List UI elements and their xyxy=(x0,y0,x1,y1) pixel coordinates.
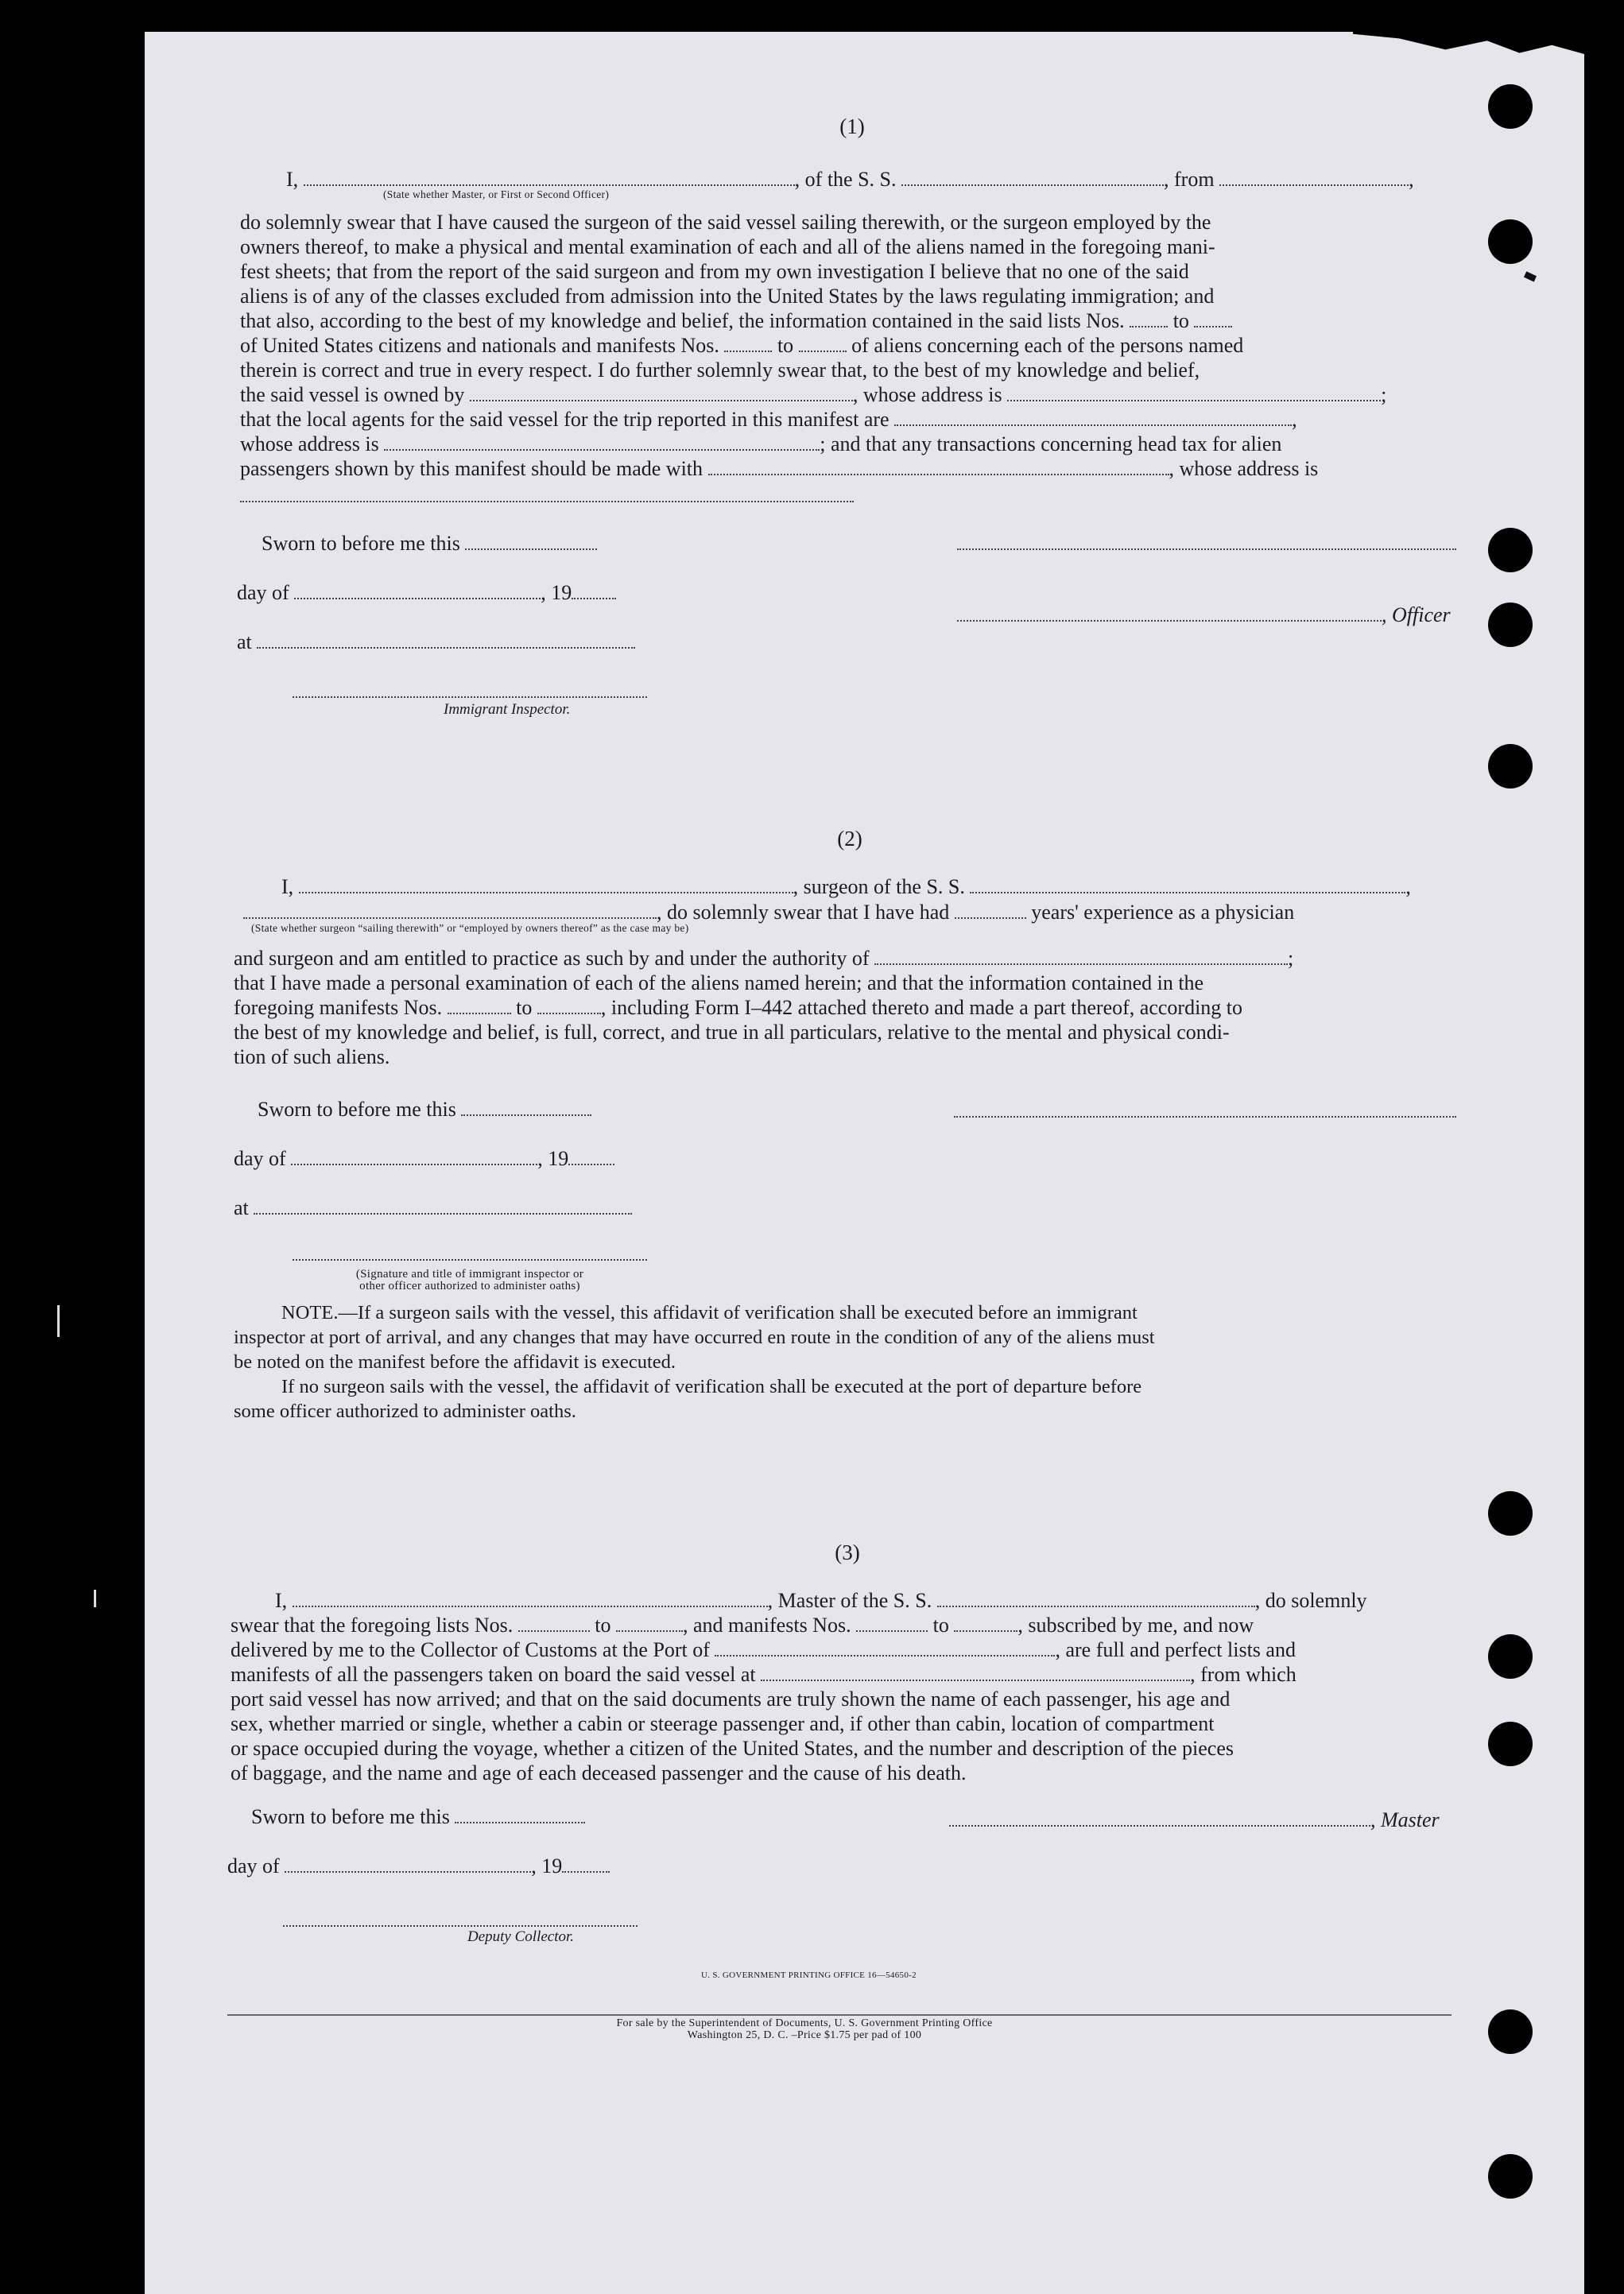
note-paragraph: NOTE.—If a surgeon sails with the vessel, this affidavit of verification shall be executed before an immigrant inspector at port of arrival, and any changes that may have occurred en route in the condition of any of the aliens must be noted on the manifest before the affidavit is executed. If no surgeon sails with the vessel, the affidavit of verification shall be executed at the port of departure before some officer authorized to administer oaths. xyxy=(234,1302,1155,1422)
at-1: at xyxy=(237,630,635,654)
sale-notice: For sale by the Superintendent of Documents, U. S. Government Printing Office Washington 25, D. C. –Price $1.75 per pad of 100 xyxy=(616,2017,993,2041)
section-2-number: (2) xyxy=(837,827,862,851)
section-1-line-1: I, , of the S. S. , from , xyxy=(286,168,1414,191)
surgeon-caption: (State whether surgeon “sailing therewith” or “employed by owners thereof” as the case may be) xyxy=(251,922,689,934)
printing-office-imprint: U. S. GOVERNMENT PRINTING OFFICE 16—54650-2 xyxy=(701,1970,917,1980)
at-2: at xyxy=(234,1195,632,1220)
owned-by-line: the said vessel is owned by , whose address is ; xyxy=(240,383,1387,406)
torn-corner xyxy=(1353,32,1584,54)
punch-hole xyxy=(1488,1722,1533,1766)
section-3-number: (3) xyxy=(835,1540,860,1564)
section-2-line-2: , do solemnly swear that I have had years' experience as a physician xyxy=(243,900,1294,924)
punch-hole xyxy=(1488,528,1533,572)
address-blank xyxy=(240,499,854,502)
local-agents-line: that the local agents for the said vessel for the trip reported in this manifest are , xyxy=(240,408,1297,431)
sworn-2: Sworn to before me this xyxy=(258,1097,591,1122)
punch-hole xyxy=(1488,2009,1533,2054)
punch-hole xyxy=(1488,603,1533,647)
manifests-all-line: manifests of all the passengers taken on board the said vessel at , from which xyxy=(231,1663,1296,1686)
authority-line: and surgeon and am entitled to practice as such by and under the authority of ; xyxy=(234,947,1294,970)
officer-signature: , Officer xyxy=(957,603,1451,627)
inspector-signature-line xyxy=(293,695,647,698)
master-signature: , Master xyxy=(949,1808,1440,1832)
address-line: whose address is ; and that any transactions concerning head tax for alien xyxy=(240,432,1282,455)
day-of-3: day of , 19 xyxy=(227,1854,610,1878)
deputy-signature-line xyxy=(283,1924,638,1927)
correct-line: therein is correct and true in every respect. I do further solemnly swear that, to the best of my knowledge and belief, xyxy=(240,358,1200,382)
master-caption: (State whether Master, or First or Second Officer) xyxy=(383,188,610,200)
administer-signature-line xyxy=(293,1257,647,1261)
punch-hole xyxy=(1488,1634,1533,1679)
delivered-line: delivered by me to the Collector of Customs at the Port of , are full and perfect lists and xyxy=(231,1638,1296,1661)
lists-line: that also, according to the best of my knowledge and belief, the information contained in the said lists Nos. to xyxy=(240,308,1232,333)
scan-speck xyxy=(94,1590,96,1607)
section-3-line-1: I, , Master of the S. S. , do solemnly xyxy=(275,1589,1367,1612)
passengers-line: passengers shown by this manifest should be made with , whose address is xyxy=(240,457,1319,480)
punch-hole xyxy=(1488,744,1533,789)
punch-hole xyxy=(1488,2154,1533,2199)
section-3-paragraph: port said vessel has now arrived; and that on the said documents are truly shown the name of each passenger, his age and sex, whether married or single, whether a cabin or steerage passenger and, if other than cabin, location of compartment or space occupied during the voyage, whether a citizen of the United States, and the number and description of the pieces of baggage, and the name and age of each deceased passenger and the cause of his death. xyxy=(231,1688,1234,1784)
day-of-2: day of , 19 xyxy=(234,1146,614,1171)
form-page xyxy=(145,32,1584,2294)
punch-hole xyxy=(1488,84,1533,129)
scan-speck xyxy=(1524,271,1537,281)
punch-hole xyxy=(1488,219,1533,264)
manifests-2-line: foregoing manifests Nos. to , including Form I–442 attached thereto and made a part thereof, according to xyxy=(234,996,1243,1019)
exam-line: that I have made a personal examination of each of the aliens named herein; and that the information contained in the xyxy=(234,971,1204,994)
footer-rule xyxy=(227,2014,1452,2016)
immigrant-inspector-caption: Immigrant Inspector. xyxy=(444,701,571,718)
manifests-line: of United States citizens and nationals and manifests Nos. to of aliens concerning each of the persons named xyxy=(240,334,1244,357)
deputy-collector-caption: Deputy Collector. xyxy=(467,1928,575,1945)
sworn-1: Sworn to before me this xyxy=(262,531,597,556)
day-of-1: day of , 19 xyxy=(237,580,616,605)
signature-caption: (Signature and title of immigrant inspector or other officer authorized to administer oaths) xyxy=(355,1268,584,1292)
section-1-number: (1) xyxy=(839,114,865,138)
master-signature-line xyxy=(957,547,1456,550)
surgeon-signature-line xyxy=(954,1114,1456,1118)
punch-hole xyxy=(1488,1491,1533,1536)
swear-lists-line: swear that the foregoing lists Nos. to , and manifests Nos. to , subscribed by me, and now xyxy=(231,1614,1254,1637)
section-1-paragraph: do solemnly swear that I have caused the surgeon of the said vessel sailing therewith, or the surgeon employed by the owners thereof, to make a physical and mental examination of each and all of the aliens named in the foregoing mani- fest sheets; that from the report of the said surgeon and from my own investigation I believe that no one of the said aliens is of any of the classes excluded from admission into the United States by the laws regulating immigration; and xyxy=(240,211,1215,308)
scan-speck xyxy=(57,1305,60,1337)
section-2-paragraph: the best of my knowledge and belief, is full, correct, and true in all particulars, relative to the mental and physical condi- tion of such aliens. xyxy=(234,1021,1230,1068)
section-2-line-1: I, , surgeon of the S. S. , xyxy=(281,875,1411,898)
sworn-3: Sworn to before me this xyxy=(251,1804,585,1829)
